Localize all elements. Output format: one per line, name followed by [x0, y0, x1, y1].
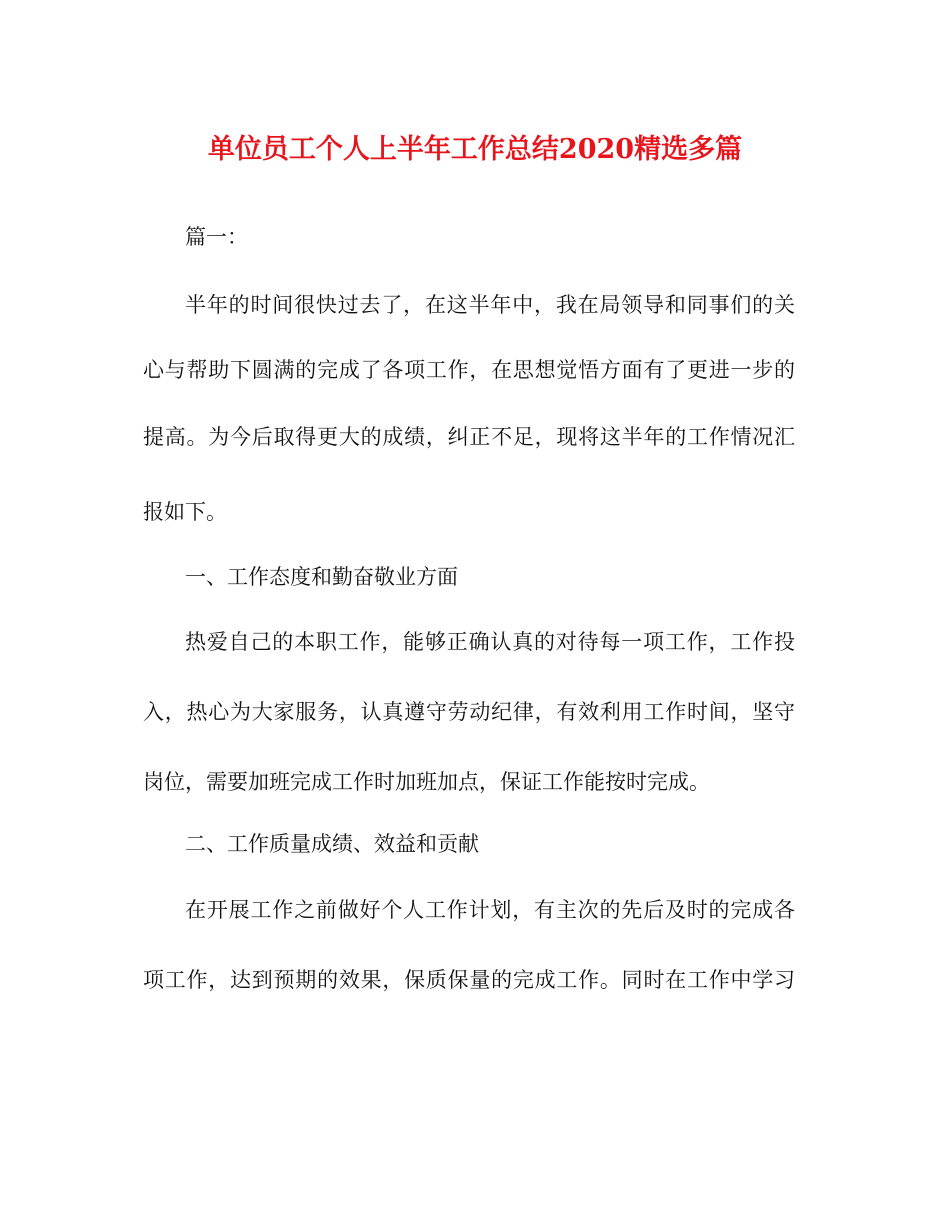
paragraph-line: 报如下。	[143, 500, 227, 524]
paragraph-line: 热爱自己的本职工作，能够正确认真的对待每一项工作，工作投	[185, 630, 795, 654]
paragraph-line: 岗位，需要加班完成工作时加班加点，保证工作能按时完成。	[143, 770, 710, 794]
section-heading: 二、工作质量成绩、效益和贡献	[185, 832, 479, 856]
paragraph-line: 在开展工作之前做好个人工作计划，有主次的先后及时的完成各	[185, 898, 795, 922]
document-title: 单位员工个人上半年工作总结2020精选多篇	[207, 134, 743, 165]
paragraph-line: 半年的时间很快过去了，在这半年中，我在局领导和同事们的关	[185, 293, 795, 317]
section-heading: 一、工作态度和勤奋敬业方面	[185, 565, 458, 589]
section-label: 篇一：	[185, 225, 248, 249]
paragraph-line: 入，热心为大家服务，认真遵守劳动纪律，有效利用工作时间，坚守	[143, 700, 795, 724]
paragraph-line: 提高。为今后取得更大的成绩，纠正不足，现将这半年的工作情况汇	[143, 425, 795, 449]
paragraph-line: 心与帮助下圆满的完成了各项工作，在思想觉悟方面有了更进一步的	[143, 358, 795, 382]
paragraph-line: 项工作，达到预期的效果，保质保量的完成工作。同时在工作中学习	[143, 968, 795, 992]
